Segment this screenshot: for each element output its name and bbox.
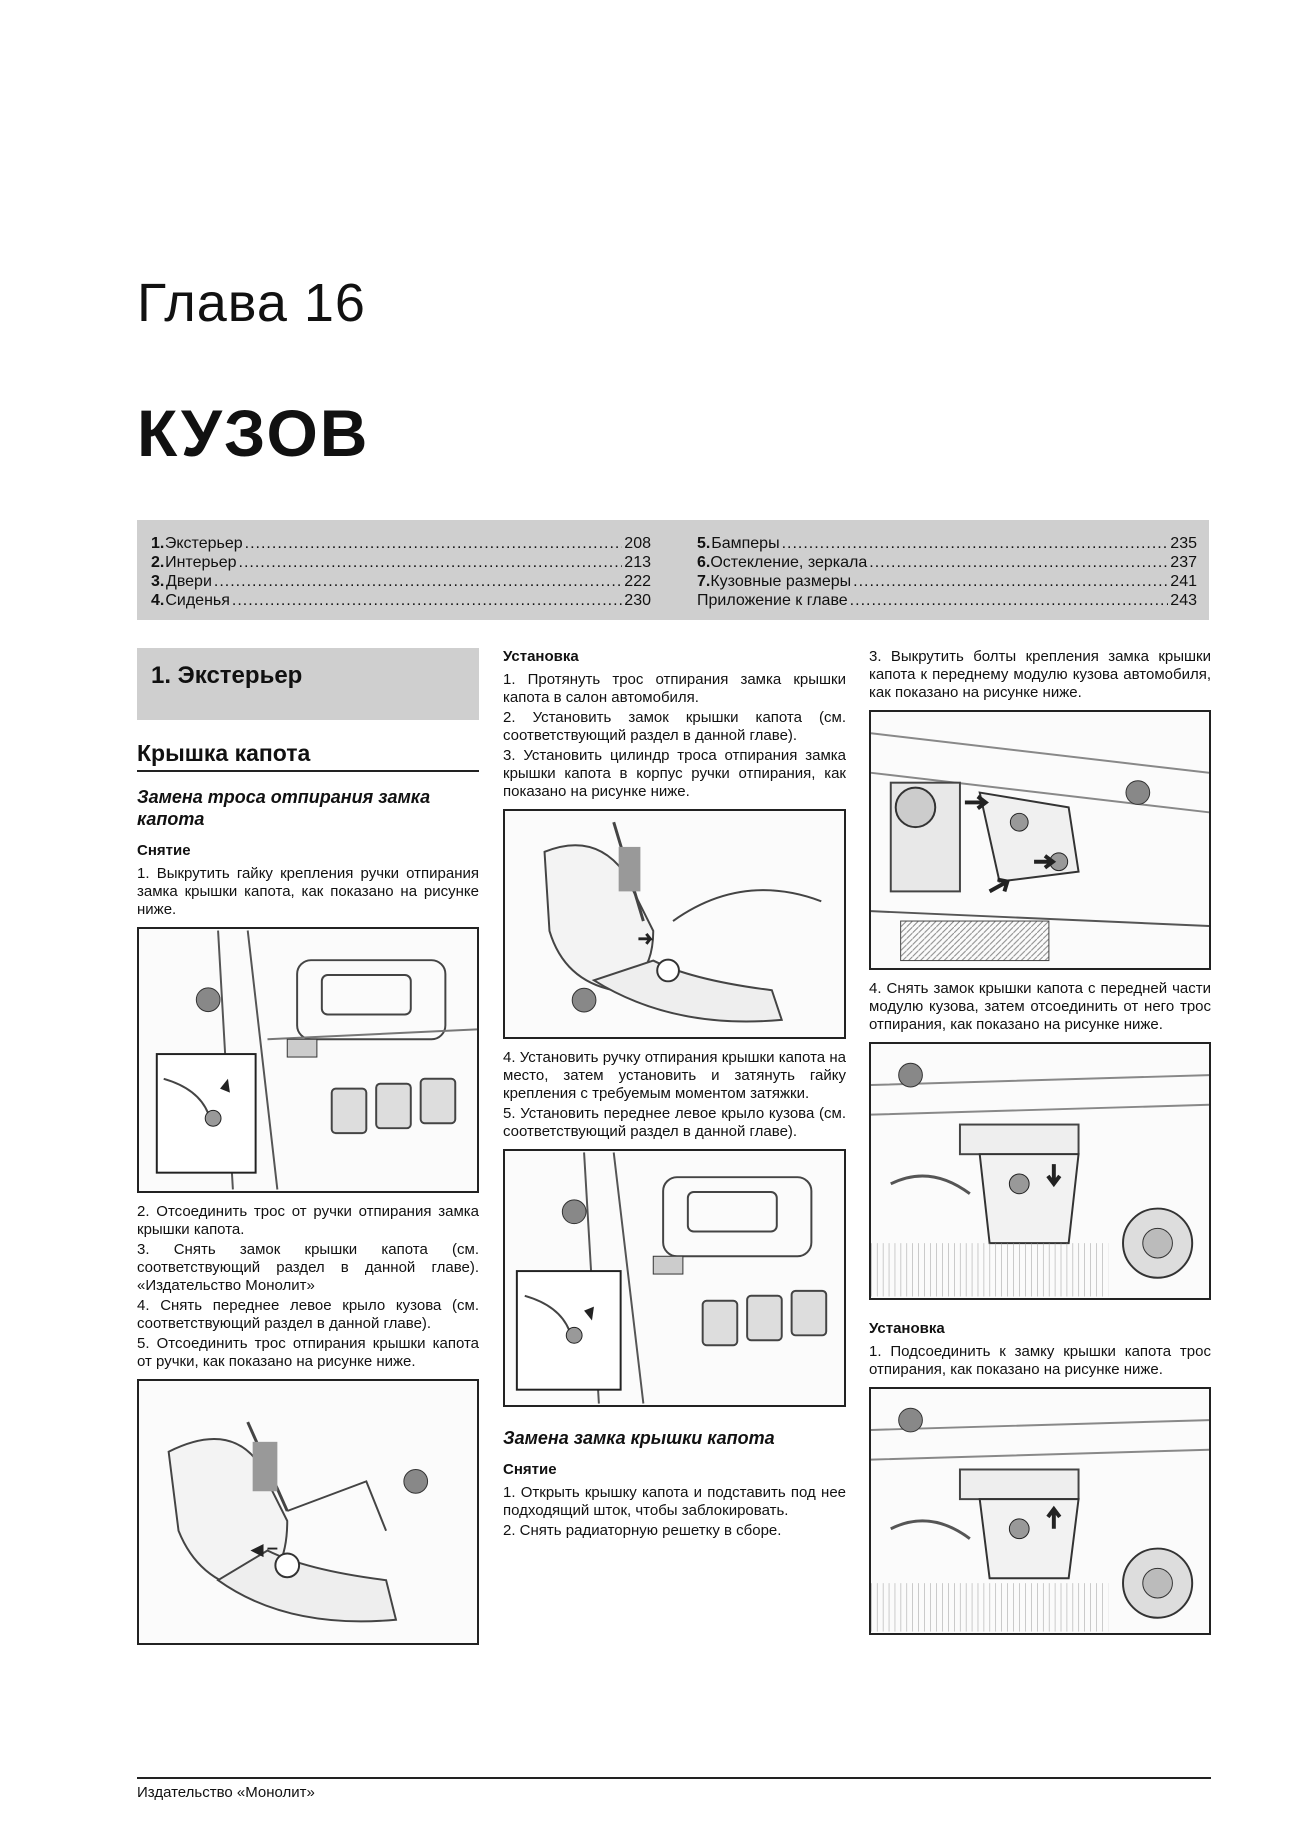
column-1 (137, 648, 479, 1655)
toc-leader (869, 553, 1168, 572)
toc-title: Приложение к главе (697, 592, 848, 609)
column-2 (503, 648, 846, 1542)
toc-page: 243 (1170, 592, 1197, 609)
step-heading-install: Установка (503, 648, 579, 665)
illustration (871, 1389, 1209, 1633)
footer-publisher: Издательство «Монолит» (137, 1784, 315, 1801)
toc-title: Остекление, зеркала (710, 554, 868, 571)
toc-title: Интерьер (165, 554, 237, 571)
section-title: 1. Экстерьер (151, 662, 303, 689)
toc-page: 235 (1170, 535, 1197, 552)
illustration (871, 1044, 1209, 1298)
toc-page: 222 (624, 573, 651, 590)
step-text: 1. Выкрутить гайку крепления ручки отпирания замка крышки капота, как показано на рисунке ниже. (137, 865, 479, 918)
toc-leader (239, 553, 623, 572)
toc-num: 4. (151, 592, 165, 609)
step-text: 2. Отсоединить трос от ручки отпирания замка крышки капота. (137, 1203, 479, 1238)
toc-entry[interactable] (697, 591, 1197, 610)
step-text: 1. Подсоединить к замку крышки капота трос отпирания, как показано на рисунке ниже. (869, 1343, 1211, 1378)
illustration (139, 1381, 477, 1643)
toc-num: 7. (697, 573, 711, 590)
toc-title: Экстерьер (164, 535, 243, 552)
toc-num: 6. (697, 554, 711, 571)
toc-num: 2. (151, 554, 165, 571)
chapter-number: Глава 16 (137, 273, 366, 333)
toc-num: 5. (697, 535, 711, 552)
column-3 (869, 648, 1211, 1645)
toc-title: Двери (166, 573, 212, 590)
toc-leader (245, 534, 623, 553)
step-text: 3. Установить цилиндр троса отпирания замка крышки капота в корпус ручки отпирания, как показано на рисунке ниже. (503, 747, 846, 800)
toc-leader (214, 572, 622, 591)
step-heading-removal: Снятие (503, 1461, 557, 1478)
step-text: 5. Отсоединить трос отпирания крышки капота от ручки, как показано на рисунке ниже. (137, 1335, 479, 1370)
footer-rule (137, 1777, 1211, 1779)
figure-cable-cylinder-install (503, 809, 846, 1039)
chapter-title: КУЗОВ (137, 396, 370, 470)
toc-leader (232, 591, 622, 610)
figure-cable-connect (869, 1387, 1211, 1635)
procedure-title: Замена троса отпирания замка капота (137, 787, 431, 829)
step-text: 4. Снять замок крышки капота с передней части модулю кузова, затем отсоединить от него трос отпирания, как показано на рисунке ниже. (869, 980, 1211, 1033)
step-text: 3. Выкрутить болты крепления замка крышки капота к переднему модулю кузова автомобиля, как показано на рисунке ниже. (869, 648, 1211, 701)
step-text: 4. Снять переднее левое крыло кузова (см. соответствующий раздел в данной главе). (137, 1297, 479, 1332)
illustration (505, 1151, 844, 1405)
step-text: 4. Установить ручку отпирания крышки капота на место, затем установить и затянуть гайку крепления с требуемым моментом затяжки. (503, 1049, 846, 1102)
step-text: 2. Установить замок крышки капота (см. соответствующий раздел в данной главе). (503, 709, 846, 744)
toc-entry[interactable] (151, 553, 651, 572)
figure-lock-bolts (869, 710, 1211, 970)
step-heading-install: Установка (869, 1320, 945, 1337)
toc-title: Кузовные размеры (710, 573, 852, 590)
toc-entry[interactable] (697, 534, 1197, 553)
step-text: 3. Снять замок крышки капота (см. соответствующий раздел в данной главе). «Издательство Монолит» (137, 1241, 479, 1294)
toc-left-column (151, 534, 651, 610)
toc-page: 230 (624, 592, 651, 609)
toc-page: 213 (624, 554, 651, 571)
step-text: 2. Снять радиаторную решетку в сборе. (503, 1522, 782, 1539)
figure-cable-disconnect (137, 1379, 479, 1645)
toc-entry[interactable] (151, 572, 651, 591)
procedure-title: Замена замка крышки капота (503, 1428, 775, 1448)
toc-leader (850, 591, 1169, 610)
toc-entry[interactable] (151, 591, 651, 610)
table-of-contents (137, 520, 1209, 620)
toc-leader (782, 534, 1169, 553)
subsection-title: Крышка капота (137, 740, 479, 772)
toc-title: Сиденья (165, 592, 230, 609)
toc-page: 241 (1170, 573, 1197, 590)
toc-num: 3. (151, 573, 165, 590)
illustration (871, 712, 1209, 968)
toc-page: 208 (624, 535, 651, 552)
figure-release-handle-nut (137, 927, 479, 1193)
toc-page: 237 (1170, 554, 1197, 571)
toc-entry[interactable] (151, 534, 651, 553)
toc-entry[interactable] (697, 553, 1197, 572)
toc-title: Бамперы (711, 535, 780, 552)
toc-entry[interactable] (697, 572, 1197, 591)
illustration (505, 811, 844, 1037)
figure-handle-nut-install (503, 1149, 846, 1407)
toc-leader (853, 572, 1168, 591)
step-text: 1. Открыть крышку капота и подставить под нее подходящий шток, чтобы заблокировать. (503, 1484, 846, 1519)
toc-right-column (697, 534, 1197, 610)
step-text: 5. Установить переднее левое крыло кузова (см. соответствующий раздел в данной главе). (503, 1105, 846, 1140)
step-text: 1. Протянуть трос отпирания замка крышки капота в салон автомобиля. (503, 671, 846, 706)
section-header-box (137, 648, 479, 720)
step-heading-removal: Снятие (137, 842, 191, 859)
illustration (139, 929, 477, 1191)
toc-num: 1. (151, 535, 165, 552)
figure-lock-removed (869, 1042, 1211, 1300)
